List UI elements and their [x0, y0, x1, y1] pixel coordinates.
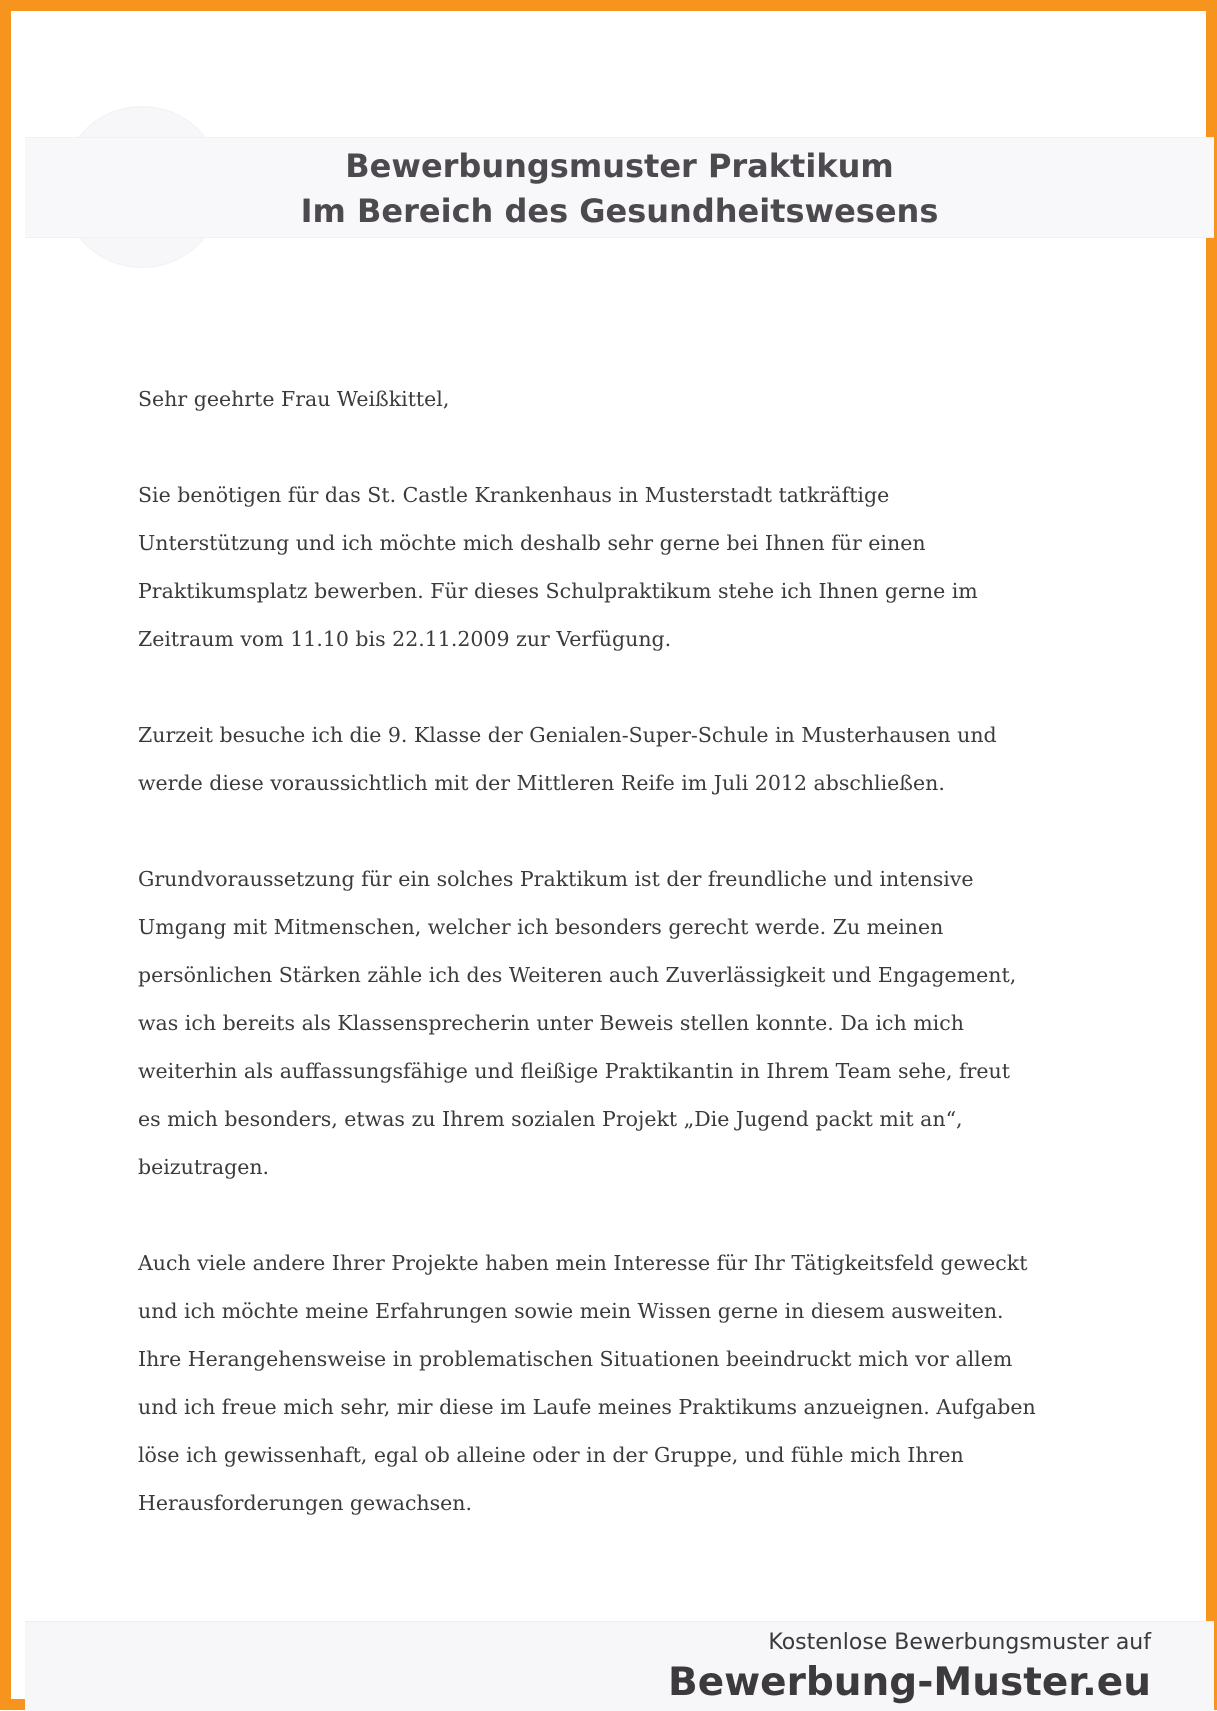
title-line-2: Im Bereich des Gesundheitswesens: [300, 192, 939, 230]
paragraph-4: [138, 1239, 1118, 1527]
document-title: [25, 144, 1214, 234]
text-line: und ich freue mich sehr, mir diese im Laufe meines Praktikums anzueignen. Aufgaben: [138, 1395, 1036, 1419]
text-line: Zurzeit besuche ich die 9. Klasse der Genialen-Super-Schule in Musterhausen und: [138, 723, 997, 747]
text-line: was ich bereits als Klassensprecherin unter Beweis stellen konnte. Da ich mich: [138, 1011, 964, 1035]
title-line-1: Bewerbungsmuster Praktikum: [345, 147, 894, 185]
text-line: werde diese voraussichtlich mit der Mittleren Reife im Juli 2012 abschließen.: [138, 771, 945, 795]
footer-brand-logo: Bewerbung-Muster.eu: [667, 1660, 1151, 1705]
text-line: Unterstützung und ich möchte mich deshalb sehr gerne bei Ihnen für einen: [138, 531, 926, 555]
salutation: Sehr geehrte Frau Weißkittel,: [138, 387, 450, 411]
text-line: Auch viele andere Ihrer Projekte haben mein Interesse für Ihr Tätigkeitsfeld geweckt: [138, 1251, 1028, 1275]
text-line: beizutragen.: [138, 1155, 270, 1179]
text-line: es mich besonders, etwas zu Ihrem sozialen Projekt „Die Jugend packt mit an“,: [138, 1107, 963, 1131]
text-line: und ich möchte meine Erfahrungen sowie mein Wissen gerne in diesem ausweiten.: [138, 1299, 1004, 1323]
footer-tagline: Kostenlose Bewerbungsmuster auf: [768, 1630, 1151, 1655]
text-line: Grundvoraussetzung für ein solches Praktikum ist der freundliche und intensive: [138, 867, 974, 891]
footer-branding: [668, 1628, 1151, 1708]
text-line: Zeitraum vom 11.10 bis 22.11.2009 zur Verfügung.: [138, 627, 672, 651]
text-line: weiterhin als auffassungsfähige und fleißige Praktikantin in Ihrem Team sehe, freut: [138, 1059, 1010, 1083]
text-line: Ihre Herangehensweise in problematischen Situationen beeindruckt mich vor allem: [138, 1347, 1013, 1371]
text-line: Sie benötigen für das St. Castle Krankenhaus in Musterstadt tatkräftige: [138, 483, 890, 507]
text-line: persönlichen Stärken zähle ich des Weiteren auch Zuverlässigkeit und Engagement,: [138, 963, 1017, 987]
paragraph-3: [138, 855, 1118, 1191]
text-line: Praktikumsplatz bewerben. Für dieses Schulpraktikum stehe ich Ihnen gerne im: [138, 579, 978, 603]
paragraph-1: [138, 471, 1118, 663]
letter-body: [138, 375, 1118, 1527]
text-line: Herausforderungen gewachsen.: [138, 1491, 472, 1515]
text-line: löse ich gewissenhaft, egal ob alleine oder in der Gruppe, und fühle mich Ihren: [138, 1443, 964, 1467]
paragraph-2: [138, 711, 1118, 807]
text-line: Umgang mit Mitmenschen, welcher ich besonders gerecht werde. Zu meinen: [138, 915, 944, 939]
